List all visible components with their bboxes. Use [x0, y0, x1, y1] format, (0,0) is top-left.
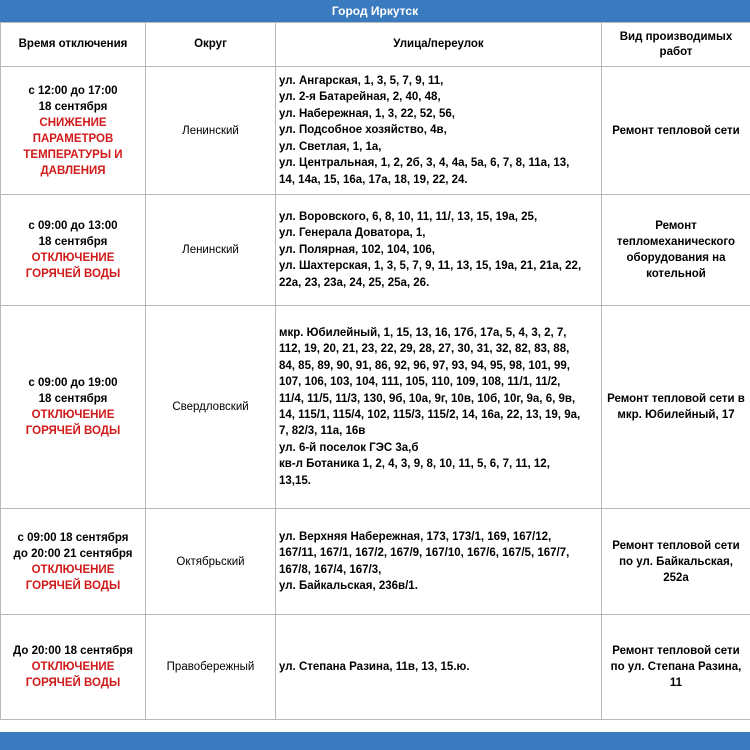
district-cell: Свердловский	[146, 306, 276, 509]
status-label: СНИЖЕНИЕ ПАРАМЕТРОВ ТЕМПЕРАТУРЫ И ДАВЛЕНИЯ	[23, 116, 123, 177]
district-cell: Октябрьский	[146, 509, 276, 615]
work-cell: Ремонт тепловой сети по ул. Степана Разина, 11	[602, 615, 750, 720]
streets-cell	[276, 306, 602, 509]
street-line: 14, 14а, 15, 16а, 17а, 18, 19, 22, 24.	[279, 173, 468, 186]
street-line: ул. Ангарская, 1, 3, 5, 7, 9, 11,	[279, 75, 444, 88]
street-line: 13,15.	[279, 474, 311, 487]
street-line: ул. Полярная, 102, 104, 106,	[279, 243, 435, 256]
street-line: ул. 6-й поселок ГЭС 3а,б	[279, 441, 419, 454]
street-line: 84, 85, 89, 90, 91, 86, 92, 96, 97, 93, 94, 95, 98, 101, 99,	[279, 359, 570, 372]
street-line: мкр. Юбилейный, 1, 15, 13, 16, 17б, 17а, 5, 4, 3, 2, 7,	[279, 326, 567, 339]
time-cell	[1, 195, 146, 306]
time-date: 18 сентября	[38, 236, 108, 248]
street-line: 112, 19, 20, 21, 23, 22, 29, 28, 27, 30, 31, 32, 82, 83, 88,	[279, 343, 570, 356]
streets-cell	[276, 509, 602, 615]
work-cell: Ремонт тепловой сети в мкр. Юбилейный, 17	[602, 306, 750, 509]
header-street: Улица/переулок	[276, 23, 602, 67]
table-row	[1, 306, 750, 509]
district-cell: Ленинский	[146, 67, 276, 195]
header-work: Вид производимых работ	[602, 23, 750, 67]
street-line: ул. Шахтерская, 1, 3, 5, 7, 9, 11, 13, 15, 19а, 21, 21а, 22,	[279, 260, 582, 273]
status-label: ОТКЛЮЧЕНИЕ ГОРЯЧЕЙ ВОДЫ	[25, 661, 121, 689]
time-range: с 12:00 до 17:00	[28, 84, 118, 97]
street-line: ул. Воровского, 6, 8, 10, 11, 11/, 13, 15, 19а, 25,	[279, 210, 538, 223]
time-range: с 09:00 до 13:00	[28, 220, 118, 232]
table-row	[1, 615, 750, 720]
street-line: ул. Центральная, 1, 2, 2б, 3, 4, 4а, 5а, 6, 7, 8, 11а, 13,	[279, 157, 570, 170]
street-line: ул. Верхняя Набережная, 173, 173/1, 169, 167/12,	[279, 530, 552, 543]
street-line: ул. Набережная, 1, 3, 22, 52, 56,	[279, 107, 455, 120]
time-range: с 09:00 18 сентября	[17, 531, 129, 544]
work-cell: Ремонт тепломеханического оборудования на котельной	[602, 195, 750, 306]
district-cell: Правобережный	[146, 615, 276, 720]
street-line: 107, 106, 103, 104, 111, 105, 110, 109, 108, 11/1, 11/2,	[279, 376, 561, 389]
street-line: 167/11, 167/1, 167/2, 167/9, 167/10, 167/6, 167/5, 167/7,	[279, 547, 570, 560]
street-line: ул. Степана Разина, 11в, 13, 15.ю.	[279, 660, 470, 673]
streets-cell	[276, 195, 602, 306]
table-row	[1, 67, 750, 195]
street-line: ул. Подсобное хозяйство, 4в,	[279, 124, 447, 137]
header-district: Округ	[146, 23, 276, 67]
work-cell: Ремонт тепловой сети по ул. Байкальская, 252а	[602, 509, 750, 615]
street-line: 22а, 23, 23а, 24, 25, 25а, 26.	[279, 276, 430, 289]
street-line: кв-л Ботаника 1, 2, 4, 3, 9, 8, 10, 11, 5, 6, 7, 11, 12,	[279, 458, 550, 471]
district-cell: Ленинский	[146, 195, 276, 306]
status-label: ОТКЛЮЧЕНИЕ ГОРЯЧЕЙ ВОДЫ	[25, 563, 121, 592]
time-date: 18 сентября	[38, 393, 108, 405]
time-date: до 20:00 21 сентября	[13, 547, 133, 560]
time-cell	[1, 509, 146, 615]
time-cell	[1, 615, 146, 720]
outage-table	[0, 22, 750, 720]
time-cell	[1, 306, 146, 509]
table-row	[1, 195, 750, 306]
header-time: Время отключения	[1, 23, 146, 67]
time-date: 18 сентября	[38, 100, 108, 113]
work-cell: Ремонт тепловой сети	[602, 67, 750, 195]
table-header-row	[1, 23, 750, 67]
footer-bar	[0, 732, 750, 750]
street-line: ул. 2-я Батарейная, 2, 40, 48,	[279, 91, 441, 104]
status-label: ОТКЛЮЧЕНИЕ ГОРЯЧЕЙ ВОДЫ	[25, 252, 121, 280]
street-line: ул. Байкальская, 236в/1.	[279, 579, 418, 592]
time-range: До 20:00 18 сентября	[13, 645, 133, 657]
street-line: 167/8, 167/4, 167/3,	[279, 563, 382, 576]
street-line: 11/4, 11/5, 11/3, 130, 9б, 10а, 9г, 10в, 10б, 10г, 9а, 6, 9в,	[279, 392, 576, 405]
page-title: Город Иркутск	[0, 0, 750, 22]
street-line: ул. Светлая, 1, 1а,	[279, 140, 382, 153]
streets-cell	[276, 615, 602, 720]
table-row	[1, 509, 750, 615]
street-line: 14, 115/1, 115/4, 102, 115/3, 115/2, 14, 16а, 22, 13, 19, 9а,	[279, 409, 581, 421]
streets-cell	[276, 67, 602, 195]
status-label: ОТКЛЮЧЕНИЕ ГОРЯЧЕЙ ВОДЫ	[25, 409, 121, 437]
street-line: ул. Генерала Доватора, 1,	[279, 227, 426, 240]
street-line: 7, 82/3, 11а, 16в	[279, 425, 366, 438]
time-range: с 09:00 до 19:00	[28, 377, 118, 389]
time-cell	[1, 67, 146, 195]
